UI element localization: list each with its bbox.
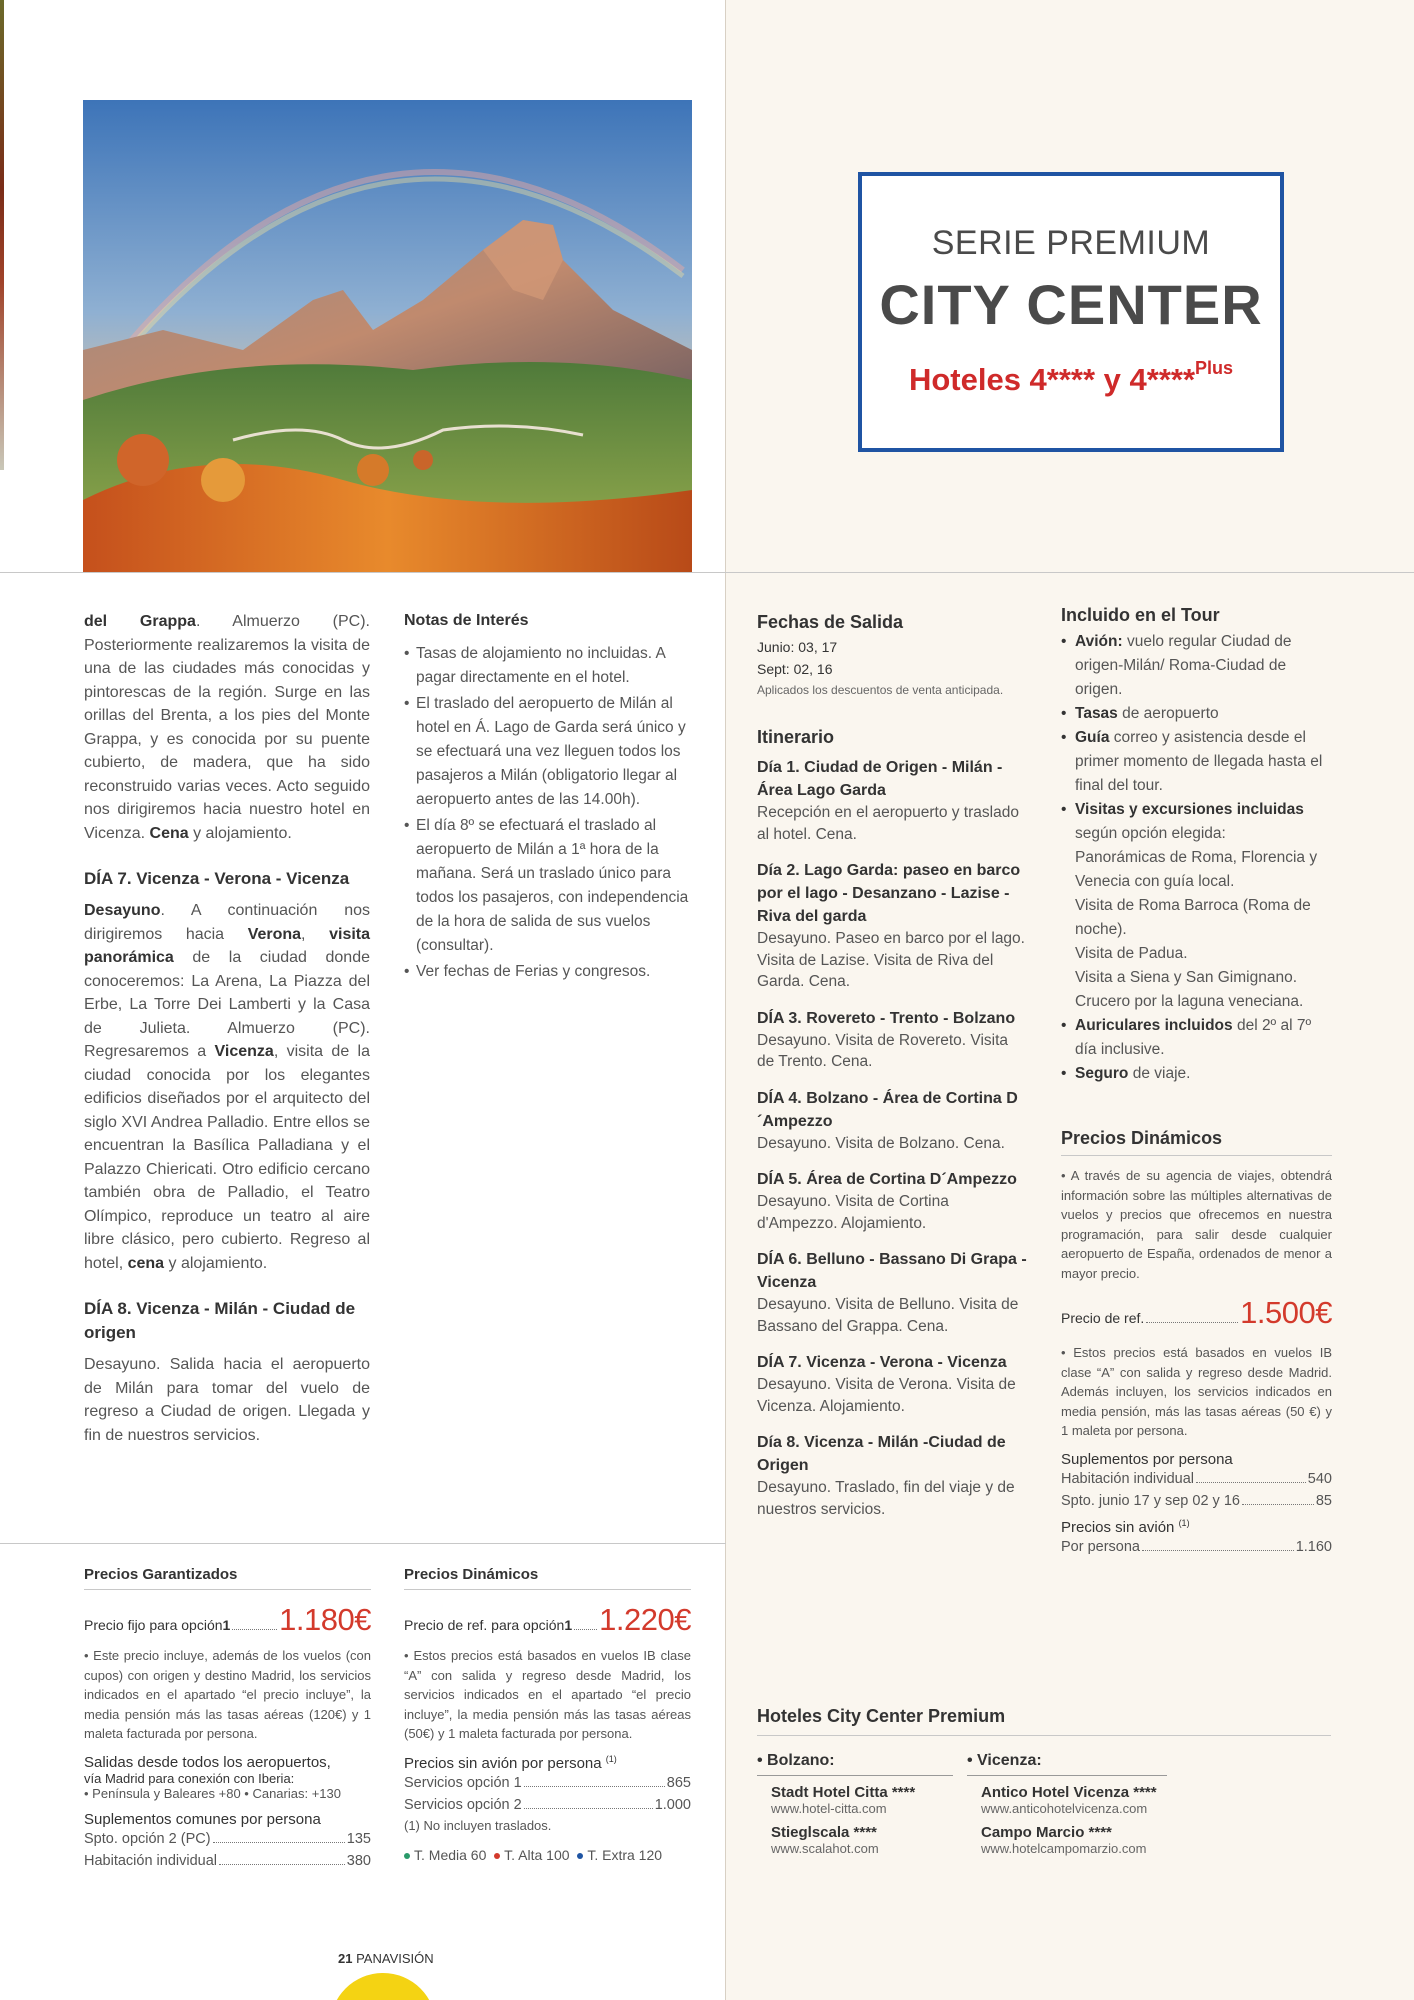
itinerary-day-title: Día 2. Lago Garda: paseo en barco por el lago - Desanzano - Lazise - Riva del garda: [757, 862, 1021, 925]
season-legend: T. Media 60 T. Alta 100 T. Extra 120: [404, 1847, 691, 1863]
reference-price: 1.500€: [1240, 1295, 1332, 1330]
dynamic-prices-intro: • A través de su agencia de viajes, obtendrá información sobre las múltiples alternativas de vuelos y precios que ofrecemos en nuestra programación, para salir desde cualquier aeropuerto de España, ordenados de menor a mayor precio.: [1061, 1168, 1332, 1281]
dynamic-prices-left: [404, 1566, 691, 1863]
supplement-row: Habitación individual 540: [1061, 1470, 1332, 1487]
notes-section: [404, 612, 692, 986]
dynamic-prices-right-title: Precios Dinámicos: [1061, 1128, 1332, 1156]
itinerary-day-title: Día 1. Ciudad de Origen - Milán - Área Lago Garda: [757, 759, 1003, 799]
hotel-name: Stadt Hotel Citta ****: [771, 1784, 916, 1801]
supplement-row: Spto. junio 17 y sep 02 y 16 85: [1061, 1492, 1332, 1509]
no-flight-row: Servicios opción 2 1.000: [404, 1796, 691, 1813]
departure-dates-title: Fechas de Salida: [757, 612, 904, 632]
hotel-url[interactable]: www.hotel-citta.com: [771, 1801, 887, 1816]
included-visits: según opción elegida: Panorámicas de Roma, Florencia y Venecia con guía local. Visita de Roma Barroca (Roma de noche). Visita de Padua. Visita a Siena y San Gimignano. Crucero por la laguna veneciana.: [1075, 825, 1318, 1010]
guaranteed-price-line: Precio fijo para opción 1 1.180€: [84, 1602, 371, 1637]
note-item: • Ver fechas de Ferias y congresos.: [404, 960, 692, 984]
hotels-title: Hoteles City Center Premium: [757, 1706, 1331, 1736]
departure-dates-sept: Sept: 02, 16: [757, 661, 833, 677]
itinerary-title: Itinerario: [757, 727, 835, 747]
day6-continued-text: del Grappa. Almuerzo (PC). Posteriormente realizaremos la visita de una de las ciudades más conocidas y pintorescas de la región. Surge en las orillas del Brenta, a los pies del Monte Grappa, y es conocida por su puente cubierto, de madera, que ha sido reconstruido varias veces. Acto seguido nos dirigiremos hacia nuestro hotel en Vicenza. Cena y alojamiento.: [84, 613, 371, 842]
included-item: • Auriculares incluidos del 2º al 7º día inclusive.: [1061, 1014, 1332, 1062]
itinerary-day-desc: Desayuno. Visita de Belluno. Visita de Bassano del Grappa. Cena.: [757, 1296, 1019, 1335]
departures-title: Salidas desde todos los aeropuertos,: [84, 1753, 331, 1771]
note-item: • El traslado del aeropuerto de Milán al hotel en Á. Lago de Garda será único y se efectuará una vez lleguen todos los pasajeros a Milán (obligatorio llegar al aeropuerto antes de las 14.00h).: [404, 692, 692, 812]
dynamic-prices-title: Precios Dinámicos: [404, 1566, 691, 1590]
hotels-section: [757, 1706, 1331, 1856]
no-flight-prices-title: Precios sin avión por persona $^{(1)}$: [404, 1753, 617, 1772]
series-badge: [858, 172, 1284, 452]
supplements-title: Suplementos por persona: [1061, 1450, 1233, 1468]
common-supplements-title: Suplementos comunes por persona: [84, 1810, 321, 1828]
no-flight-footnote: (1) No incluyen traslados.: [404, 1817, 552, 1833]
guaranteed-prices-title: Precios Garantizados: [84, 1566, 371, 1590]
dolomites-landscape-photo: [83, 100, 692, 572]
series-name: CITY CENTER: [879, 273, 1263, 336]
guaranteed-price-note: • Este precio incluye, además de los vuelos (con cupos) con origen y destino Madrid, los servicios indicados en el apartado “el precio incluye”, la media pensión más las tasas aéreas (120€) y 1 maleta facturada por persona.: [84, 1648, 371, 1741]
no-flight-row: Por persona 1.160: [1061, 1538, 1332, 1555]
departures-and-itinerary: [757, 612, 1029, 1534]
itinerary-day-desc: Desayuno. Traslado, fin del viaje y de nuestros servicios.: [757, 1479, 1015, 1518]
itinerary-day-desc: Desayuno. Visita de Verona. Visita de Vicenza. Alojamiento.: [757, 1376, 1016, 1415]
included-item: • Avión: vuelo regular Ciudad de origen-Milán/ Roma-Ciudad de origen.: [1061, 630, 1332, 702]
itinerary-day-desc: Desayuno. Visita de Bolzano. Cena.: [757, 1134, 1005, 1152]
departures-subtitle: vía Madrid para conexión con Iberia:: [84, 1770, 295, 1786]
included-list: [1061, 630, 1332, 822]
itinerary-day-title: DÍA 3. Rovereto - Trento - Bolzano: [757, 1009, 1016, 1027]
no-flight-row: Servicios opción 1 865: [404, 1774, 691, 1791]
hotel-category: Hoteles 4**** y 4****$^{Plus}$: [908, 358, 1234, 397]
dynamic-price-line: Precio de ref. para opción 1 1.220€: [404, 1602, 691, 1637]
series-label: SERIE PREMIUM: [931, 224, 1211, 262]
included-item: • Guía correo y asistencia desde el primer momento de llegada hasta el final del tour.: [1061, 726, 1332, 798]
supplement-row: Habitación individual 380: [84, 1852, 371, 1869]
guaranteed-prices: [84, 1566, 371, 1872]
hotel-name: Stieglscala ****: [771, 1824, 877, 1841]
included-item: • Seguro de viaje.: [1061, 1062, 1332, 1086]
itinerary-day-title: DÍA 5. Área de Cortina D´Ampezzo: [757, 1171, 1017, 1188]
notes-title: Notas de Interés: [404, 612, 529, 629]
itinerary-day-desc: Desayuno. Visita de Rovereto. Visita de Trento. Cena.: [757, 1031, 1009, 1070]
itinerary-day-desc: Recepción en el aeropuerto y traslado al hotel. Cena.: [757, 804, 1019, 843]
hotel-name: Antico Hotel Vicenza ****: [981, 1784, 1157, 1801]
divider-left-bottom: [0, 1543, 726, 1544]
included-item: • Visitas y excursiones incluidas: [1061, 798, 1332, 822]
reference-price-note: • Estos precios está basados en vuelos IB clase “A” con salida y regreso desde Madrid. Además incluyen, los servicios indicados en media pensión, más las tasas aéreas (50 €) y 1 maleta por persona.: [1061, 1345, 1332, 1438]
day8-title: DÍA 8. Vicenza - Milán - Ciudad de origen: [84, 1299, 356, 1342]
hotel-url[interactable]: www.hotelcampomarzio.com: [981, 1841, 1147, 1856]
hotel-name: Campo Marcio ****: [981, 1824, 1112, 1841]
departures-supplements: • Península y Baleares +80 • Canarias: +130: [84, 1785, 341, 1801]
itinerary-day-title: DÍA 4. Bolzano - Área de Cortina D´Ampezzo: [757, 1089, 1018, 1130]
note-item: • El día 8º se efectuará el traslado al aeropuerto de Milán a 1ª hora de la mañana. Será un traslado único para todos los pasajeros, con independencia de la hora de salida de sus vuelos (consultar).: [404, 814, 692, 958]
departure-dates-june: Junio: 03, 17: [757, 639, 838, 655]
hotels-city-bolzano: • Bolzano: Stadt Hotel Citta **** www.hotel-citta.com Stieglscala **** www.scalahot.com: [757, 1752, 953, 1856]
itinerary-day-title: DÍA 6. Belluno - Bassano Di Grapa - Vicenza: [757, 1251, 1027, 1291]
dynamic-price-note: • Estos precios está basados en vuelos IB clase “A” con salida y regreso desde Madrid, los servicios indicados en el apartado “el precio incluye”, la media pensión más las tasas aéreas (50€) y 1 maleta facturada por persona.: [404, 1648, 691, 1741]
itinerary-day-desc: Desayuno. Visita de Cortina d'Ampezzo. Alojamiento.: [757, 1193, 949, 1232]
page-spine: [725, 0, 726, 2000]
day7-text: Desayuno. A continuación nos dirigiremos hacia Verona, visita panorámica de la ciudad donde conoceremos: La Arena, La Piazza del Erbe, La Torre Dei Lamberti y la Casa de Julieta. Almuerzo (PC). Regresaremos a Vicenza, visita de la ciudad conocida por los elegantes edificios diseñados por el arquitecto del siglo XVI Andrea Palladio. Entre ellos se encuentran la Basílica Palladiana y el Palazzo Chiericati. Otro edificio cercano también obra de Palladio, el Teatro Olímpico, reproduce un teatro al aire libre clásico, pero cubierto. Regreso al hotel, cena y alojamiento.: [84, 902, 371, 1272]
hotels-city-vicenza: • Vicenza: Antico Hotel Vicenza **** www.anticohotelvicenza.com Campo Marcio **** www.hotelcampomarzio.com: [967, 1752, 1167, 1856]
day8-text: Desayuno. Salida hacia el aeropuerto de Milán para tomar del vuelo de regreso a Ciudad de origen. Llegada y fin de nuestros servicios.: [84, 1356, 370, 1444]
itinerary-list: [757, 756, 1029, 1520]
itinerary-day-title: Día 8. Vicenza - Milán -Ciudad de Origen: [757, 1434, 1006, 1474]
hotel-url[interactable]: www.anticohotelvicenza.com: [981, 1801, 1148, 1816]
included-list-2: [1061, 1014, 1332, 1086]
page-footer: 21 PANAVISIÓN: [338, 1951, 434, 1966]
itinerary-continued: [84, 610, 370, 1469]
day7-title: DÍA 7. Vicenza - Verona - Vicenza: [84, 869, 350, 888]
note-item: • Tasas de alojamiento no incluidas. A pagar directamente en el hotel.: [404, 642, 692, 690]
reference-price-line: Precio de ref. 1.500€: [1061, 1295, 1332, 1330]
included-and-prices: [1061, 605, 1332, 1558]
included-title: Incluido en el Tour: [1061, 605, 1220, 625]
notes-list: [404, 642, 692, 984]
supplement-row: Spto. opción 2 (PC) 135: [84, 1830, 371, 1847]
hotel-url[interactable]: www.scalahot.com: [771, 1841, 879, 1856]
no-flight-title: Precios sin avión $^{(1)}$: [1061, 1517, 1190, 1536]
departure-dates-note: Aplicados los descuentos de venta anticipada.: [757, 683, 1004, 697]
divider-top: [0, 572, 1414, 573]
guaranteed-price: 1.180€: [279, 1602, 371, 1637]
itinerary-day-desc: Desayuno. Paseo en barco por el lago. Visita de Lazise. Visita de Riva del Garda. Cena.: [757, 930, 1025, 990]
included-item: • Tasas de aeropuerto: [1061, 702, 1332, 726]
itinerary-day-title: DÍA 7. Vicenza - Verona - Vicenza: [757, 1354, 1007, 1371]
dynamic-price: 1.220€: [599, 1602, 691, 1637]
previous-page-edge: [0, 0, 4, 470]
